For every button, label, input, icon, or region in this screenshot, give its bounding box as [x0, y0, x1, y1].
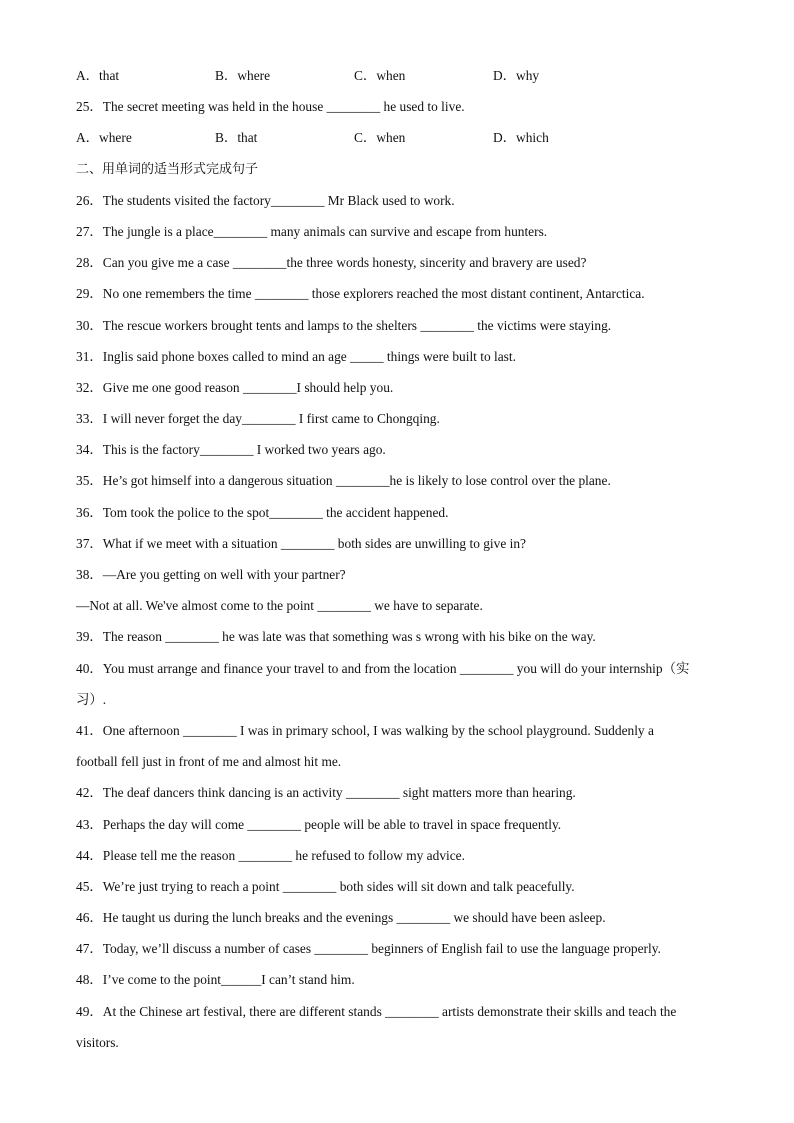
- question-line: 48．I’ve come to the point______I can’t stand him.: [76, 972, 355, 988]
- question-line: 37．What if we meet with a situation ________ both sides are unwilling to give in?: [76, 535, 526, 551]
- question-line: 40．You must arrange and finance your travel to and from the location ________ you will do your internship（实: [76, 660, 690, 676]
- question-line: 29．No one remembers the time ________ those explorers reached the most distant continent, Antarctica.: [76, 286, 645, 302]
- question-line: —Not at all. We've almost come to the point ________ we have to separate.: [76, 598, 483, 614]
- question-line: 26．The students visited the factory________ Mr Black used to work.: [76, 192, 455, 208]
- question-line: 34．This is the factory________ I worked two years ago.: [76, 442, 386, 458]
- question-line: 49．At the Chinese art festival, there are different stands ________ artists demonstrate their skills and teach the: [76, 1003, 677, 1019]
- section-heading: 二、用单词的适当形式完成句子: [76, 161, 259, 177]
- question-line: 47．Today, we’ll discuss a number of cases ________ beginners of English fail to use the language properly.: [76, 941, 661, 957]
- answer-options: [76, 126, 726, 157]
- answer-option: D．which: [493, 130, 549, 146]
- answer-option: B．that: [215, 130, 258, 146]
- question-line: 36．Tom took the police to the spot________ the accident happened.: [76, 504, 449, 520]
- question-line: 35．He’s got himself into a dangerous situation ________he is likely to lose control over the plane.: [76, 473, 611, 489]
- question-line: visitors.: [76, 1034, 119, 1050]
- answer-option: C．when: [354, 68, 406, 83]
- answer-option: C．when: [354, 130, 406, 146]
- question-line: 39．The reason ________ he was late was that something was s wrong with his bike on the way.: [76, 629, 596, 645]
- question-line: 32．Give me one good reason ________I should help you.: [76, 379, 394, 395]
- answer-option: A．where: [76, 130, 132, 146]
- answer-options: [76, 64, 726, 95]
- question-line: 33．I will never forget the day________ I first came to Chongqing.: [76, 411, 440, 427]
- question-line: 28．Can you give me a case ________the three words honesty, sincerity and bravery are used?: [76, 255, 587, 271]
- question-line: 25．The secret meeting was held in the house ________ he used to live.: [76, 99, 465, 115]
- question-line: 46．He taught us during the lunch breaks and the evenings ________ we should have been asleep.: [76, 910, 606, 926]
- question-line: 30．The rescue workers brought tents and lamps to the shelters ________ the victims were staying.: [76, 317, 612, 333]
- worksheet-page: [76, 64, 726, 1062]
- question-line: 44．Please tell me the reason ________ he refused to follow my advice.: [76, 847, 465, 863]
- question-line: 42．The deaf dancers think dancing is an activity ________ sight matters more than hearing.: [76, 785, 576, 801]
- question-line: football fell just in front of me and almost hit me.: [76, 754, 342, 770]
- question-line: 41．One afternoon ________ I was in primary school, I was walking by the school playground. Suddenly a: [76, 722, 654, 738]
- answer-option: A．that: [76, 68, 120, 83]
- question-line: 43．Perhaps the day will come ________ people will be able to travel in space frequently.: [76, 816, 562, 832]
- question-line: 27．The jungle is a place________ many animals can survive and escape from hunters.: [76, 223, 548, 239]
- question-line: 习）.: [76, 691, 107, 707]
- question-line: 38．—Are you getting on well with your partner?: [76, 567, 346, 582]
- question-line: 45．We’re just trying to reach a point ________ both sides will sit down and talk peacefully.: [76, 878, 575, 894]
- answer-option: B．where: [215, 68, 271, 83]
- question-line: 31．Inglis said phone boxes called to mind an age _____ things were built to last.: [76, 348, 516, 364]
- answer-option: D．why: [493, 68, 540, 83]
